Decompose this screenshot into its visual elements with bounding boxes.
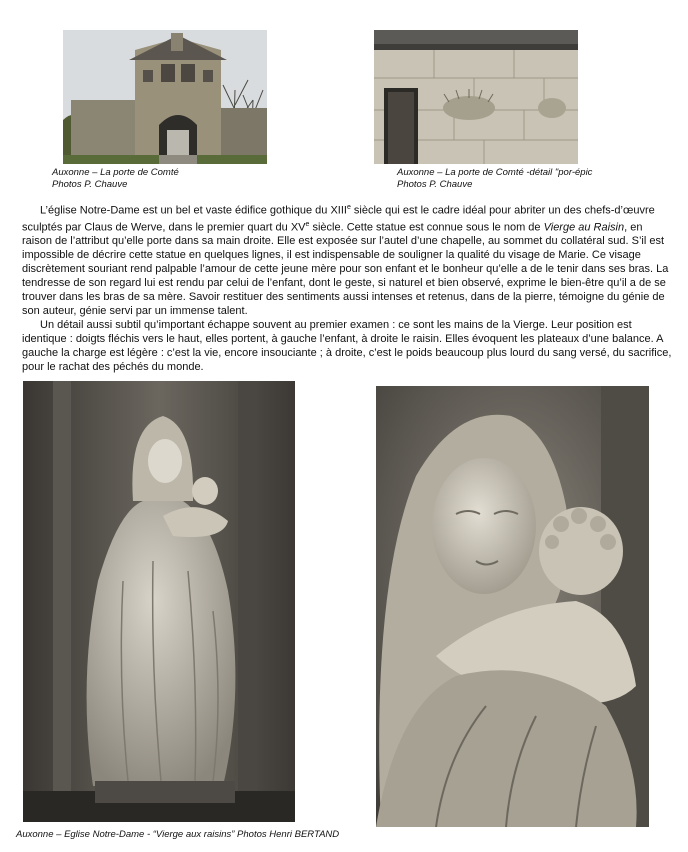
porte-de-comte-detail-caption <box>397 167 592 191</box>
vierge-aux-raisins-detail-photo <box>376 386 649 827</box>
porte-de-comte-caption <box>52 167 179 191</box>
vierge-aux-raisins-statue-photo <box>23 381 295 822</box>
article-body <box>22 201 672 374</box>
paragraph-2: Un détail aussi subtil qu’important échappe souvent au premier examen : ce sont les mains de la Vierge. Leur position est identique : doigts fléchis vers le haut, elles portent, à gauche l’enfant, à droite le raisin. Elles évoquent les plateaux d’une balance. A gauche la charge est légère : c’est la vie, encore insouciante ; à droite, c’est le poids beaucoup plus lourd du sang versé, du sacrifice, pour le rachat des péchés du monde. <box>22 319 672 374</box>
caption-credit: Photos P. Chauve <box>397 179 473 190</box>
vierge-aux-raisins-caption: Auxonne – Eglise Notre-Dame - “Vierge aux raisins” Photos Henri BERTAND <box>16 829 340 840</box>
caption-title: Auxonne – La porte de Comté <box>52 167 179 178</box>
porte-de-comte-photo <box>63 30 267 164</box>
caption-title: Auxonne – La porte de Comté -détail "por-épic <box>397 167 593 178</box>
caption-credit: Photos P. Chauve <box>52 179 128 190</box>
paragraph-1: L’église Notre-Dame est un bel et vaste édifice gothique du XIIIe siècle qui est le cadre idéal pour abriter un des chefs-d’œuvre sculptés par Claus de Werve, dans le premier quart du XVe siècle. Cette statue est connue sous le nom de Vierge au Raisin, en raison de l’attribut qu’elle porte dans sa main droite. Elle est exposée sur l’autel d’une chapelle, au sommet du collatéral sud. S’il est impossible de décrire cette statue en quelques lignes, il est indispensable de souligner la qualité du visage de Marie. Ce visage discrètement souriant rend palpable l’amour de cette jeune mère pour son enfant et le bonheur qu’elle a de le tenir dans ses bras. La tendresse de son regard lui est rendu par celui de l’enfant, dont le geste, si naturel et bien observé, exprime le bien-être qu’il a de se trouver dans les bras de sa mère. Savoir restituer des sentiments aussi intenses et retenus, dans de la pierre, témoigne du génie de son auteur, génie servi par un immense talent. <box>22 204 669 318</box>
porte-de-comte-detail-photo <box>374 30 578 164</box>
